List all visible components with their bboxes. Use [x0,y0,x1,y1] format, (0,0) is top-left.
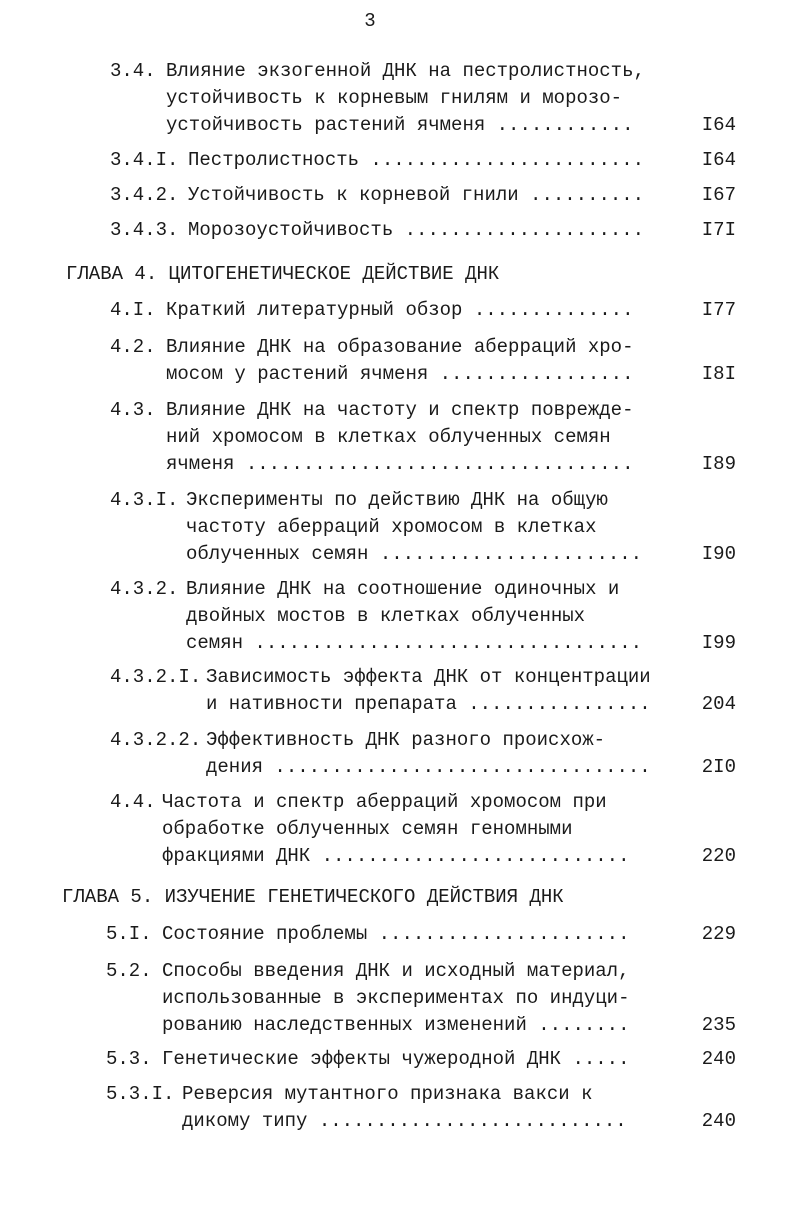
toc-title-line: Пестролистность ........................ [188,149,645,171]
toc-title-line: Влияние ДНК на образование аберраций хро- [166,336,634,358]
toc-title-line: облученных семян ....................... [186,543,643,565]
toc-number: 5.2. [106,960,152,982]
toc-title-line: ний хромосом в клетках облученных семян [166,426,611,448]
chapter-heading: ГЛАВА 5. ИЗУЧЕНИЕ ГЕНЕТИЧЕСКОГО ДЕЙСТВИЯ ДНК [62,886,564,908]
toc-number: 3.4. [110,60,156,82]
toc-title-line: Генетические эффекты чужеродной ДНК ..... [162,1048,630,1070]
toc-number: 4.3.2.2. [110,729,202,751]
toc-number: 4.3.I. [110,489,179,511]
toc-title-line: Влияние ДНК на частоту и спектр поврежде- [166,399,634,421]
toc-title-line: рованию наследственных изменений ........ [162,1014,630,1036]
toc-title-line: Способы введения ДНК и исходный материал, [162,960,630,982]
toc-page: 240 [701,1048,736,1070]
toc-title-line: устойчивость растений ячменя ............ [166,114,634,136]
toc-number: 4.2. [110,336,156,358]
toc-page: 2I0 [701,756,736,778]
toc-number: 3.4.I. [110,149,179,171]
toc-page: 204 [701,693,736,715]
toc-title-line: семян .................................. [186,632,643,654]
toc-page: I64 [701,114,736,136]
toc-title-line: Зависимость эффекта ДНК от концентрации [206,666,651,688]
toc-title-line: Состояние проблемы ...................... [162,923,630,945]
toc-number: 4.3. [110,399,156,421]
toc-title-line: мосом у растений ячменя ................. [166,363,634,385]
toc-number: 4.3.2. [110,578,179,600]
toc-title-line: Морозоустойчивость ..................... [188,219,645,241]
chapter-heading: ГЛАВА 4. ЦИТОГЕНЕТИЧЕСКОЕ ДЕЙСТВИЕ ДНК [66,263,500,285]
toc-title-line: фракциями ДНК ........................... [162,845,630,867]
toc-number: 4.3.2.I. [110,666,202,688]
toc-title-line: Эффективность ДНК разного происхож- [206,729,606,751]
toc-title-line: устойчивость к корневым гнилям и морозо- [166,87,623,109]
toc-page: I89 [701,453,736,475]
toc-title-line: Влияние экзогенной ДНК на пестролистность, [166,60,645,82]
toc-title-line: дикому типу ........................... [182,1110,627,1132]
toc-page: I64 [701,149,736,171]
toc-title-line: Частота и спектр аберраций хромосом при [162,791,607,813]
toc-title-line: обработке облученных семян геномными [162,818,573,840]
toc-number: 4.I. [110,299,156,321]
toc-number: 5.3.I. [106,1083,175,1105]
toc-page: I90 [701,543,736,565]
toc-title-line: двойных мостов в клетках облученных [186,605,586,627]
toc-title-line: Эксперименты по действию ДНК на общую [186,489,608,511]
toc-title-line: Устойчивость к корневой гнили .......... [188,184,645,206]
toc-page: 240 [701,1110,736,1132]
toc-page: I67 [701,184,736,206]
toc-title-line: дения ................................. [206,756,651,778]
toc-page: I99 [701,632,736,654]
toc-page: I77 [701,299,736,321]
toc-title-line: и нативности препарата ................ [206,693,651,715]
toc-title-line: Реверсия мутантного признака вакси к [182,1083,593,1105]
toc-number: 5.I. [106,923,152,945]
toc-title-line: Влияние ДНК на соотношение одиночных и [186,578,620,600]
toc-page: 235 [701,1014,736,1036]
toc-page: I7I [701,219,736,241]
toc-title-line: ячменя .................................. [166,453,634,475]
toc-page: 220 [701,845,736,867]
toc-number: 3.4.3. [110,219,179,241]
toc-number: 5.3. [106,1048,152,1070]
toc-page: 229 [701,923,736,945]
toc-number: 4.4. [110,791,156,813]
toc-title-line: частоту аберраций хромосом в клетках [186,516,597,538]
page-number: 3 [364,10,376,32]
toc-page: I8I [701,363,736,385]
toc-title-line: использованные в экспериментах по индуци- [162,987,630,1009]
toc-number: 3.4.2. [110,184,179,206]
toc-title-line: Краткий литературный обзор .............. [166,299,634,321]
